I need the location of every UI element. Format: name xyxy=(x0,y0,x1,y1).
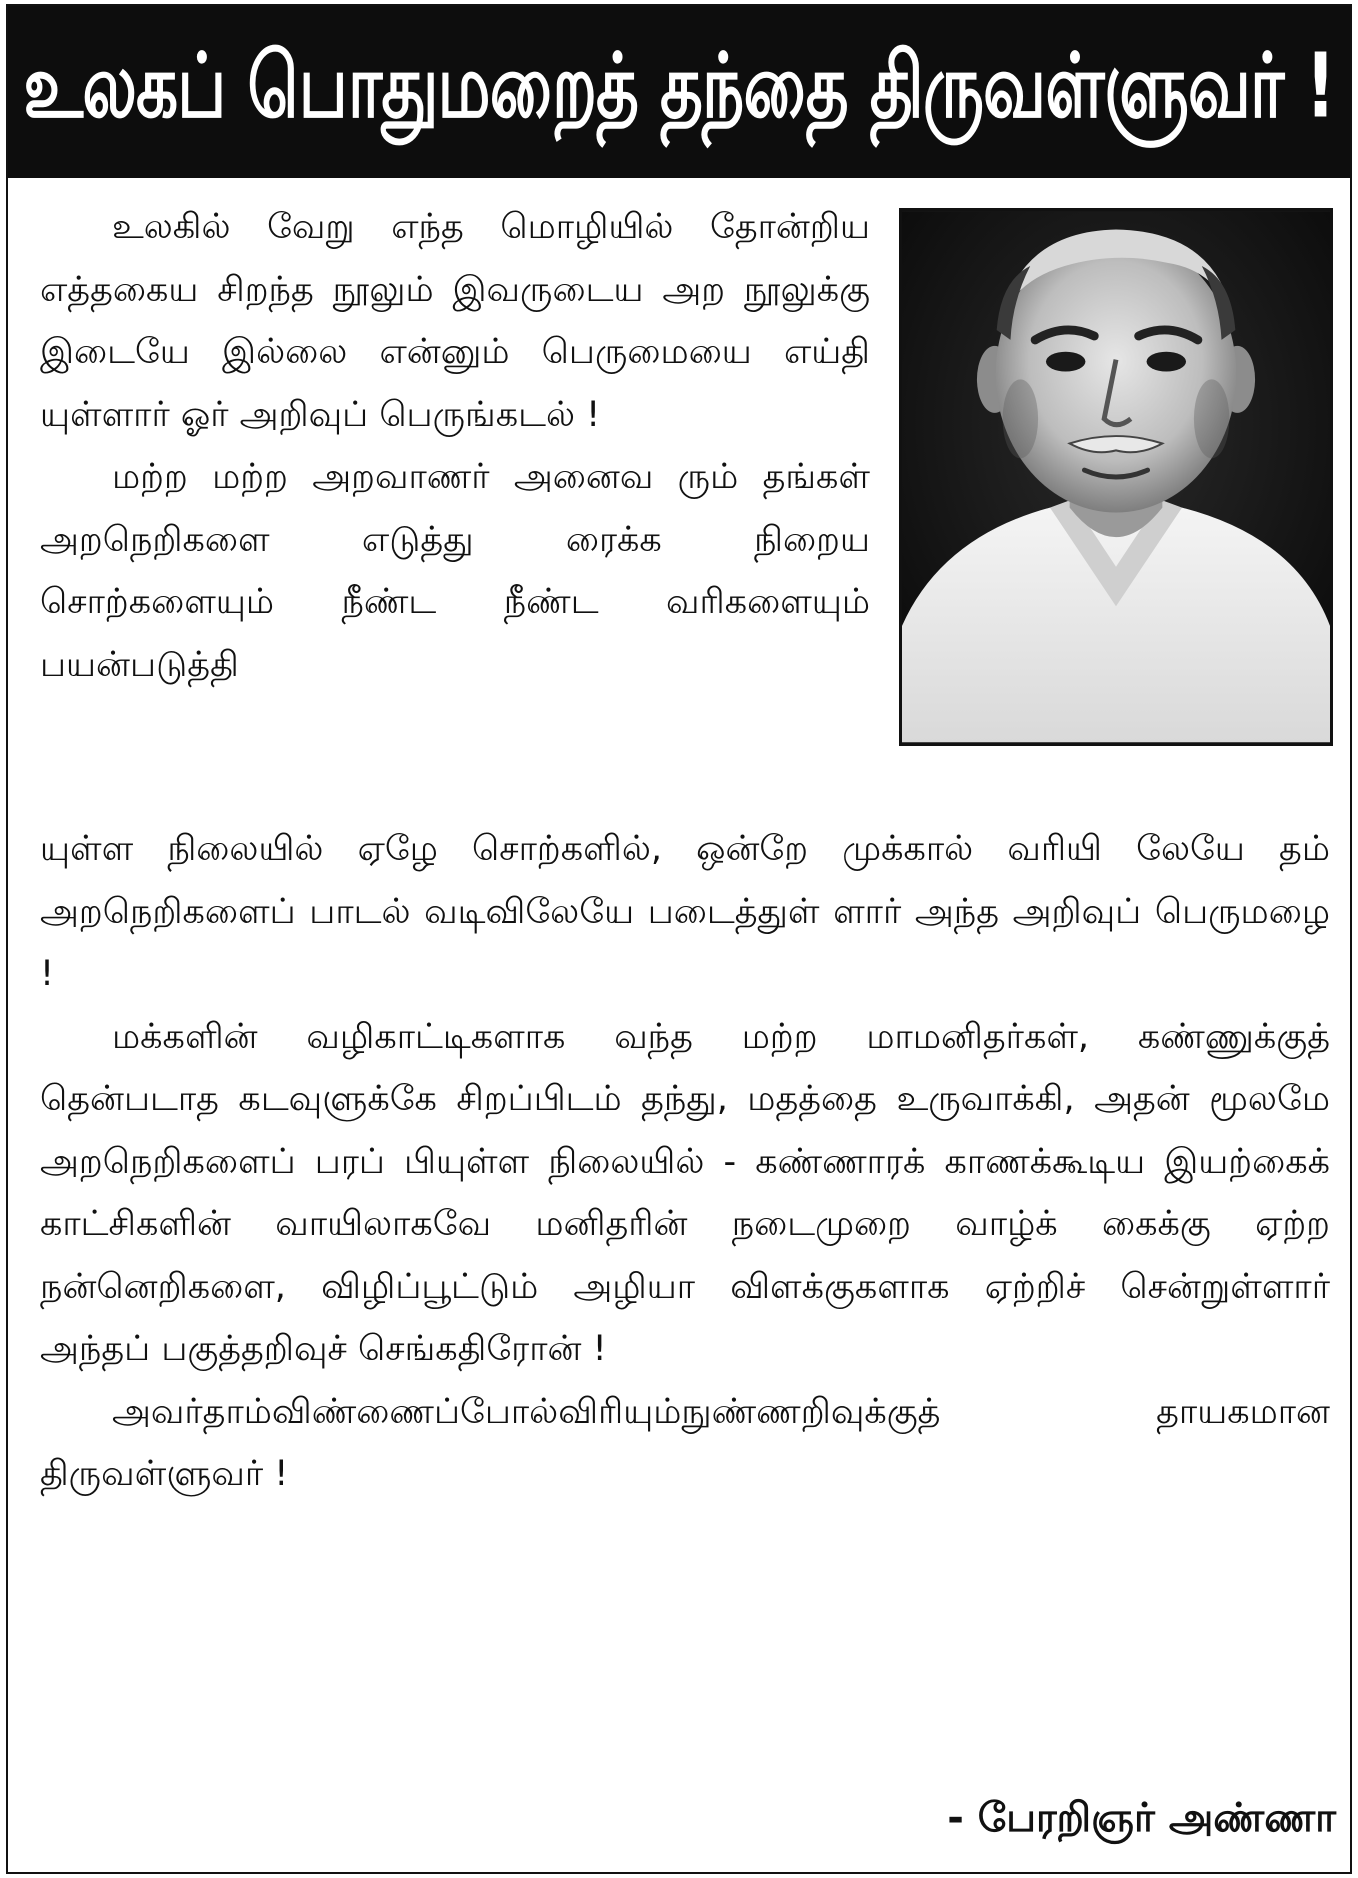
page-title: உலகப் பொதுமறைத் தந்தை திருவள்ளுவர் ! xyxy=(23,33,1335,138)
portrait-icon xyxy=(902,211,1330,743)
lower-text-block xyxy=(40,818,1330,1506)
upper-text-block xyxy=(40,196,870,696)
author-signature: - பேரறிஞர் அண்ணா xyxy=(947,1795,1336,1841)
portrait-photo xyxy=(899,208,1333,746)
paragraph-4: அவர்தாம்விண்ணைப்போல்விரியும்நுண்ணறிவுக்குத் தாயகமான திருவள்ளுவர் ! xyxy=(40,1391,1330,1494)
paragraph-2: மற்ற மற்ற அறவாணர் அனைவ ரும் தங்கள் அறநெறிகளை எடுத்து ரைக்க நிறைய சொற்களையும் நீண்ட நீண்ட வரிகளையும் பயன்படுத்தி xyxy=(40,457,870,685)
paragraph-3: மக்களின் வழிகாட்டிகளாக வந்த மற்ற மாமனிதர்கள், கண்ணுக்குத் தென்படாத கடவுளுக்கே சிறப்பிடம் தந்து, மதத்தை உருவாக்கி, அதன் மூலமே அறநெறிகளைப் பரப் பியுள்ள நிலையில் - கண்ணாரக் காணக்கூடிய இயற்கைக் காட்சிகளின் வாயிலாகவே மனிதரின் நடைமுறை வாழ்க் கைக்கு ஏற்ற நன்னெறிகளை, விழிப்பூட்டும் அழியா விளக்குகளாக ஏற்றிச் சென்றுள்ளார் அந்தப் பகுத்தறிவுச் செங்கதிரோன் ! xyxy=(40,1016,1330,1369)
paragraph-1: உலகில் வேறு எந்த மொழியில் தோன்றிய எத்தகைய சிறந்த நூலும் இவருடைய அற நூலுக்கு இடையே இல்லை என்னும் பெருமையை எய்தி யுள்ளார் ஓர் அறிவுப் பெருங்கடல் ! xyxy=(40,207,870,435)
title-banner xyxy=(8,6,1350,178)
paragraph-2-continuation: யுள்ள நிலையில் ஏழே சொற்களில், ஒன்றே முக்கால் வரியி லேயே தம் அறநெறிகளைப் பாடல் வடிவிலேயே படைத்துள் ளார் அந்த அறிவுப் பெருமழை ! xyxy=(40,829,1330,994)
